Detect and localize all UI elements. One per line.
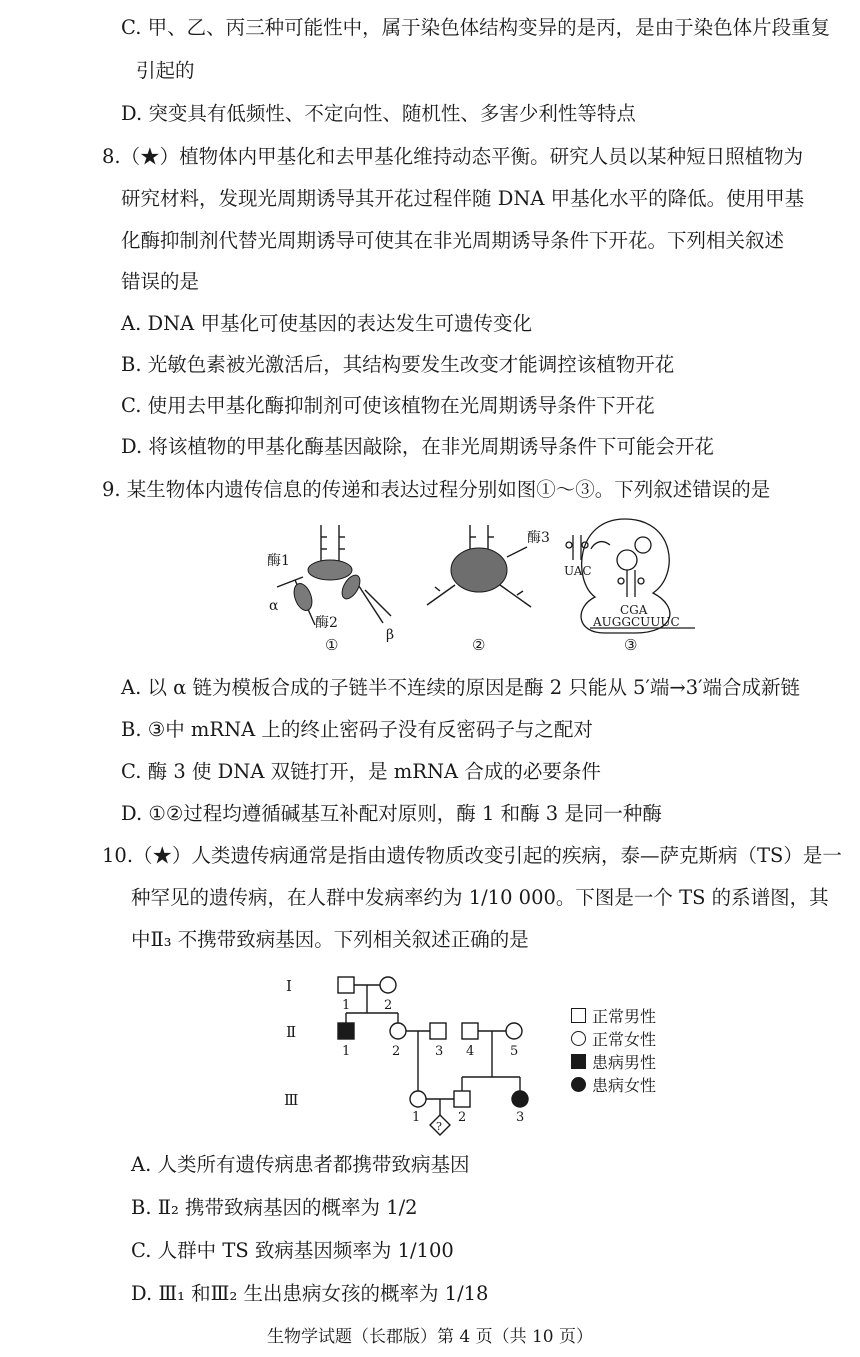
pedigree-chart xyxy=(280,975,550,1140)
affected-male-symbol xyxy=(571,1054,586,1069)
enzyme3-shape xyxy=(451,548,507,592)
q9-figure xyxy=(255,515,715,660)
q10-option-a: A. 人类所有遗传病患者都携带致病基因 xyxy=(131,1153,470,1176)
legend-normal-male-label: 正常男性 xyxy=(592,1007,657,1026)
enzyme1-label: 酶1 xyxy=(267,553,290,569)
q9-option-b: B. ③中 mRNA 上的终止密码子没有反密码子与之配对 xyxy=(121,718,593,741)
beta-label: β xyxy=(386,627,395,643)
q9-option-d: D. ①②过程均遵循碱基互补配对原则，酶 1 和酶 3 是同一种酶 xyxy=(121,802,662,825)
legend-normal-female-label: 正常女性 xyxy=(592,1030,657,1049)
legend-normal-male xyxy=(571,1004,656,1027)
ii4-number: 4 xyxy=(466,1044,475,1059)
q7-option-c-line2: 引起的 xyxy=(136,59,195,82)
q10-option-c: C. 人群中 TS 致病基因频率为 1/100 xyxy=(131,1239,454,1262)
q8-stem-line1: 8.（★）植物体内甲基化和去甲基化维持动态平衡。研究人员以某种短日照植物为 xyxy=(102,145,804,168)
iii2-number: 2 xyxy=(458,1110,467,1125)
enzyme2-shape xyxy=(291,581,316,613)
i1-number: 1 xyxy=(342,998,351,1013)
alpha-label: α xyxy=(269,598,279,614)
legend-affected-male xyxy=(571,1050,656,1073)
unknown-child-mark: ? xyxy=(436,1120,442,1133)
legend-affected-male-label: 患病男性 xyxy=(592,1053,657,1072)
gen1-label: Ⅰ xyxy=(286,977,292,995)
q8-option-c: C. 使用去甲基化酶抑制剂可使该植物在光周期诱导条件下开花 xyxy=(121,394,655,417)
enzyme2-label: 酶2 xyxy=(315,615,338,631)
q9-option-c: C. 酶 3 使 DNA 双链打开，是 mRNA 合成的必要条件 xyxy=(121,760,601,783)
q10-stem-line3: 中Ⅱ₃ 不携带致病基因。下列相关叙述正确的是 xyxy=(131,928,529,951)
q7-option-c-line1: C. 甲、乙、丙三种可能性中，属于染色体结构变异的是丙，是由于染色体片段重复 xyxy=(121,16,831,39)
codon-label: CGA xyxy=(620,603,648,617)
q8-option-a: A. DNA 甲基化可使基因的表达发生可遗传变化 xyxy=(121,312,532,335)
enzyme3-label: 酶3 xyxy=(527,530,550,546)
q10-option-b: B. Ⅱ₂ 携带致病基因的概率为 1/2 xyxy=(131,1196,418,1219)
q9-option-a: A. 以 α 链为模板合成的子链半不连续的原因是酶 2 只能从 5′端→3′端合成新链 xyxy=(121,676,801,699)
q10-stem-line2: 种罕见的遗传病，在人群中发病率约为 1/10 000。下图是一个 TS 的系谱图，其 xyxy=(131,886,829,909)
gen3-label: Ⅲ xyxy=(284,1091,299,1109)
affected-female-symbol xyxy=(571,1077,586,1092)
normal-male-symbol xyxy=(571,1008,586,1023)
q8-option-b: B. 光敏色素被光激活后，其结构要发生改变才能调控该植物开花 xyxy=(121,353,675,376)
enzyme1-shape xyxy=(308,560,352,580)
iii3-number: 3 xyxy=(516,1110,525,1125)
panel1-label: ① xyxy=(325,636,339,654)
q10-option-d: D. Ⅲ₁ 和Ⅲ₂ 生出患病女孩的概率为 1/18 xyxy=(131,1282,489,1305)
ii2-number: 2 xyxy=(392,1044,401,1059)
legend-affected-female-label: 患病女性 xyxy=(592,1076,657,1095)
q8-option-d: D. 将该植物的甲基化酶基因敲除，在非光周期诱导条件下可能会开花 xyxy=(121,435,714,458)
ii3-number: 3 xyxy=(435,1044,444,1059)
q7-option-d: D. 突变具有低频性、不定向性、随机性、多害少利性等特点 xyxy=(121,102,636,125)
page-footer: 生物学试题（长郡版）第 4 页（共 10 页） xyxy=(266,1327,594,1347)
q8-stem-line3: 化酶抑制剂代替光周期诱导可使其在非光周期诱导条件下开花。下列相关叙述 xyxy=(121,229,785,252)
panel2-label: ② xyxy=(472,636,486,654)
q9-stem: 9. 某生物体内遗传信息的传递和表达过程分别如图①～③。下列叙述错误的是 xyxy=(102,478,771,501)
ii5-number: 5 xyxy=(510,1044,519,1059)
legend-affected-female xyxy=(571,1073,656,1096)
q10-stem-line1: 10.（★）人类遗传病通常是指由遗传物质改变引起的疾病，泰—萨克斯病（TS）是一 xyxy=(102,844,842,867)
legend-normal-female xyxy=(571,1027,656,1050)
ii1-number: 1 xyxy=(342,1044,351,1059)
i2-number: 2 xyxy=(384,998,393,1013)
mrna-label: AUGGCUUUC xyxy=(593,615,680,629)
panel3-label: ③ xyxy=(624,636,638,654)
iii1-number: 1 xyxy=(412,1110,421,1125)
gen2-label: Ⅱ xyxy=(286,1023,297,1041)
anticodon-label: UAC xyxy=(564,564,592,578)
q8-stem-line2: 研究材料，发现光周期诱导其开花过程伴随 DNA 甲基化水平的降低。使用甲基 xyxy=(121,187,805,210)
normal-female-symbol xyxy=(571,1031,586,1046)
q8-stem-line4: 错误的是 xyxy=(121,270,200,293)
